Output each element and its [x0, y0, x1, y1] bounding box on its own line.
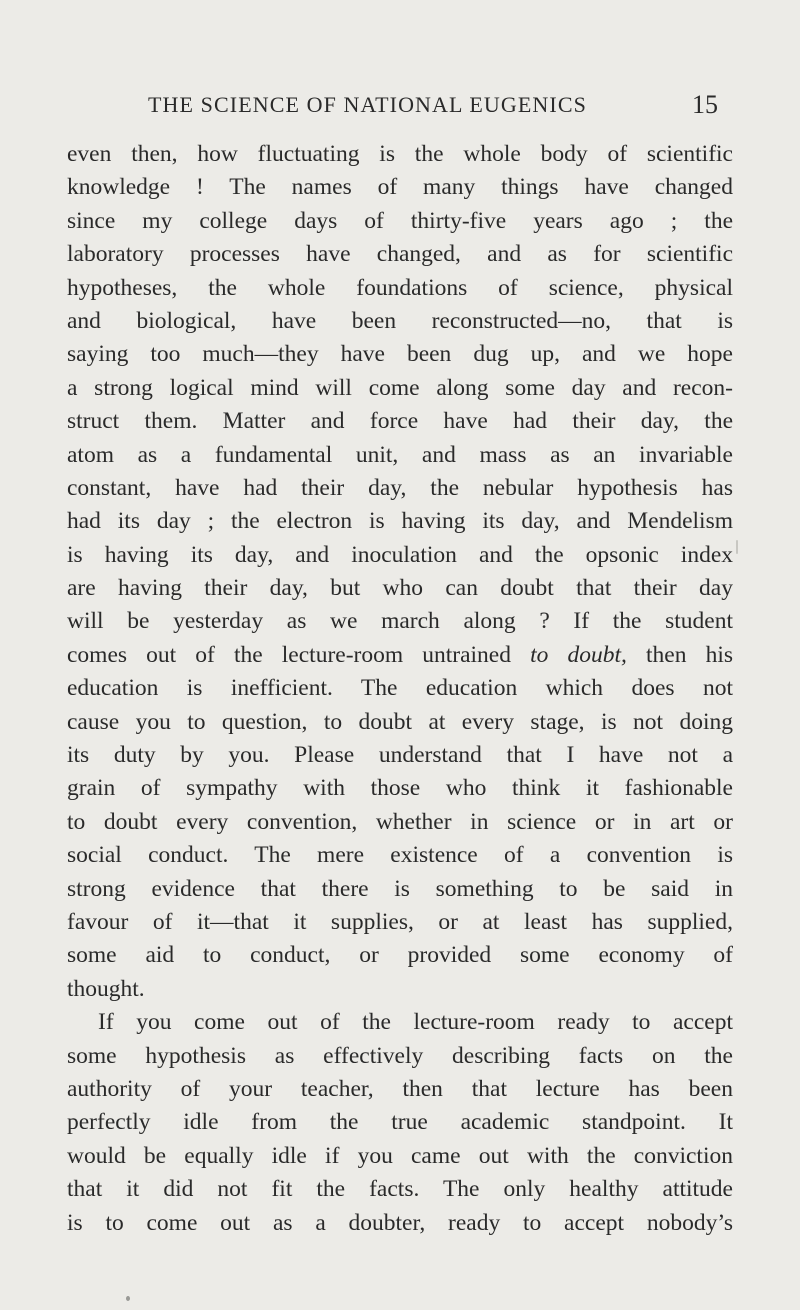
text-line: constant, have had their day, the nebular hypothesis has	[67, 474, 733, 501]
text-line: will be yesterday as we march along ? If the student	[67, 608, 733, 635]
text-line: authority of your teacher, then that lecture has been	[67, 1075, 733, 1102]
text-line: struct them. Matter and force have had their day, the	[67, 408, 733, 435]
text-line: are having their day, but who can doubt that their day	[67, 575, 733, 602]
text-line: is to come out as a doubter, ready to accept nobody’s	[67, 1209, 733, 1236]
text-line: perfectly idle from the true academic standpoint. It	[67, 1109, 733, 1136]
text-run: then his	[626, 641, 733, 668]
text-line: strong evidence that there is something to be said in	[67, 875, 733, 902]
text-line: that it did not fit the facts. The only healthy attitude	[67, 1176, 733, 1203]
text-line: laboratory processes have changed, and as for scientific	[67, 241, 733, 268]
text-run: comes out of the lecture-room untrained	[67, 641, 531, 668]
body-text	[67, 138, 733, 1240]
emphasis-run: to doubt,	[530, 641, 627, 668]
text-line: saying too much—they have been dug up, and we hope	[67, 341, 733, 368]
text-line: cause you to question, to doubt at every stage, is not doing	[67, 708, 733, 735]
text-line: a strong logical mind will come along some day and recon-	[67, 374, 733, 401]
paper-speck	[736, 540, 738, 554]
text-line: even then, how fluctuating is the whole body of scientific	[67, 141, 733, 167]
text-line: hypotheses, the whole foundations of science, physical	[67, 274, 733, 301]
text-line: knowledge ! The names of many things have changed	[67, 174, 733, 201]
text-line: had its day ; the electron is having its day, and Mendelism	[67, 508, 733, 535]
text-line: social conduct. The mere existence of a convention is	[67, 842, 733, 869]
running-title: THE SCIENCE OF NATIONAL EUGENICS	[148, 92, 587, 117]
text-line: some aid to conduct, or provided some economy of	[67, 942, 733, 969]
text-line: is having its day, and inoculation and the opsonic index	[67, 541, 733, 568]
paper-speck	[126, 1296, 130, 1301]
text-line: favour of it—that it supplies, or at least has supplied,	[67, 908, 733, 935]
text-line: its duty by you. Please understand that I have not a	[67, 742, 733, 769]
text-line: thought.	[67, 975, 145, 1002]
text-line: atom as a fundamental unit, and mass as an invariable	[67, 441, 733, 468]
text-line: would be equally idle if you came out with the conviction	[67, 1142, 733, 1169]
text-line: some hypothesis as effectively describing facts on the	[67, 1042, 733, 1069]
text-line: to doubt every convention, whether in science or in art or	[67, 808, 733, 835]
text-line: and biological, have been reconstructed—no, that is	[67, 307, 733, 334]
text-line: grain of sympathy with those who think it fashionable	[67, 775, 733, 802]
page-number: 15	[692, 90, 718, 119]
text-line: since my college days of thirty-five years ago ; the	[67, 207, 733, 234]
text-line-with-emphasis	[67, 639, 733, 672]
paragraph-first-line: If you come out of the lecture-room ready to accept	[98, 1009, 733, 1036]
running-head	[148, 90, 718, 124]
text-line: education is inefficient. The education which does not	[67, 675, 733, 702]
